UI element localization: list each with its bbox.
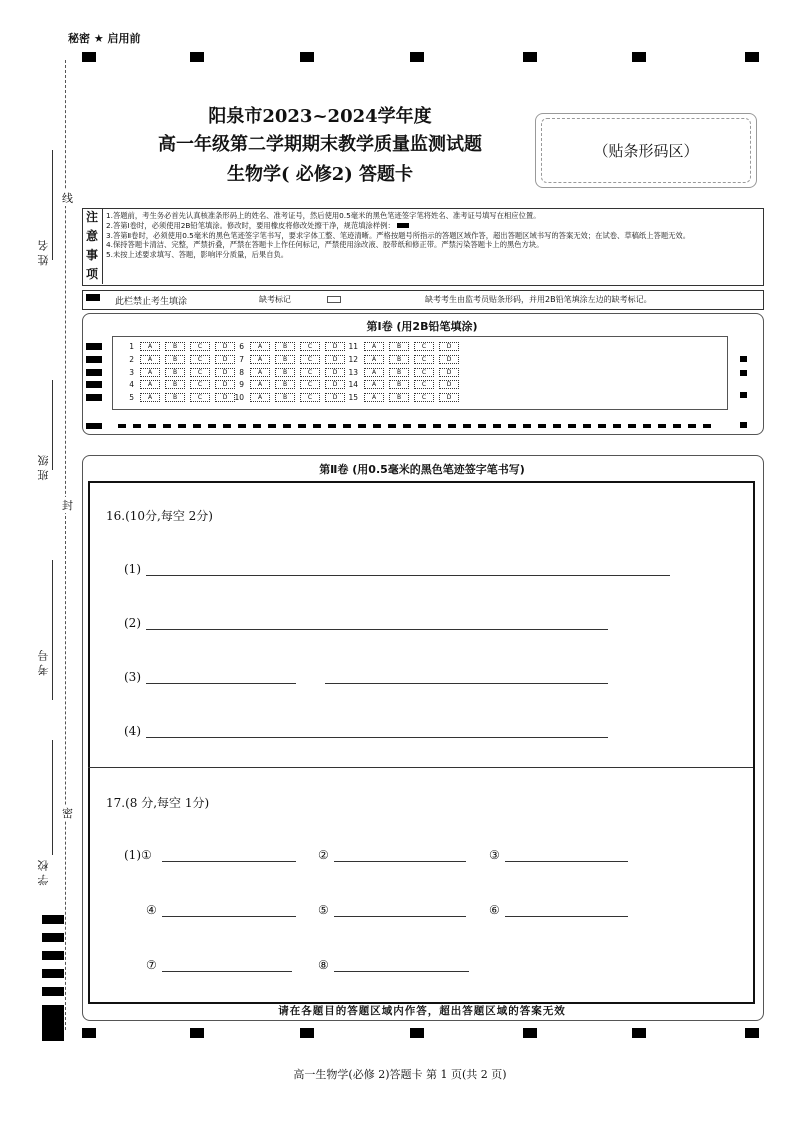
option-bubble[interactable]: C — [414, 380, 434, 389]
question-number: 10 — [234, 393, 244, 402]
barcode-label: （贴条形码区） — [541, 118, 751, 183]
school-label: 学 校 — [37, 860, 50, 886]
option-bubble[interactable]: B — [389, 380, 409, 389]
timing-dash — [553, 424, 561, 428]
option-bubble[interactable]: A — [250, 355, 270, 364]
registration-mark — [82, 52, 96, 62]
q17-blank-2-label: ② — [318, 848, 329, 862]
timing-dash — [388, 424, 396, 428]
option-bubble[interactable]: D — [325, 393, 345, 402]
timing-dash — [313, 424, 321, 428]
q16-blank-1[interactable] — [146, 575, 670, 576]
registration-mark — [190, 52, 204, 62]
option-bubble[interactable]: A — [140, 393, 160, 402]
answer-region-warning: 请在各题目的答题区域内作答，超出答题区域的答案无效 — [278, 1005, 566, 1017]
q17-blank-4-label: ④ — [146, 903, 157, 917]
question-row — [120, 341, 240, 352]
timing-dash — [523, 424, 531, 428]
timing-dash — [373, 424, 381, 428]
timing-dash — [163, 424, 171, 428]
option-bubble[interactable]: A — [250, 393, 270, 402]
question-divider — [88, 767, 753, 768]
notice-head-char: 事 — [85, 248, 98, 262]
option-bubble[interactable]: B — [275, 342, 295, 351]
timing-dash — [148, 424, 156, 428]
question-row — [230, 354, 350, 365]
cut-mark-line: 线 — [62, 192, 73, 205]
question-number: 7 — [239, 355, 244, 364]
option-bubble[interactable]: D — [325, 355, 345, 364]
question-number: 15 — [348, 393, 358, 402]
timing-dash — [178, 424, 186, 428]
name-label: 姓 名 — [37, 240, 50, 266]
notice-item — [106, 221, 756, 231]
notice-items — [106, 211, 756, 260]
timing-dash — [538, 424, 546, 428]
option-bubble[interactable]: A — [364, 393, 384, 402]
timing-dash — [658, 424, 666, 428]
option-bubble[interactable]: B — [389, 342, 409, 351]
q17-blank-7-label: ⑦ — [146, 958, 157, 972]
option-bubble[interactable]: A — [364, 355, 384, 364]
timing-mark — [740, 422, 747, 428]
timing-dash — [268, 424, 276, 428]
timing-dash — [283, 424, 291, 428]
option-bubble[interactable]: A — [140, 380, 160, 389]
option-bubble[interactable]: A — [140, 368, 160, 377]
timing-mark — [740, 370, 747, 376]
option-bubble[interactable]: D — [215, 342, 235, 351]
option-bubble[interactable]: B — [165, 393, 185, 402]
registration-mark — [523, 1028, 537, 1038]
q16-blank-4-label: (4) — [124, 724, 141, 738]
timing-dash — [418, 424, 426, 428]
secret-label: 秘密 ★ 启用前 — [68, 32, 141, 45]
question-number: 9 — [239, 380, 244, 389]
timing-dash — [568, 424, 576, 428]
q17-blank-4[interactable] — [162, 916, 296, 917]
q16-blank-2[interactable] — [146, 629, 608, 630]
timing-mark — [86, 369, 102, 376]
cut-mark-seal: 封 — [62, 499, 73, 512]
q16-title: 16.(10分,每空 2分) — [106, 509, 213, 523]
notice-item-text: 2.答第Ⅰ卷时，必须使用2B铅笔填涂。修改时，要用橡皮将修改处擦干净，规范填涂样例： — [106, 220, 395, 230]
q17-blank-8-label: ⑧ — [318, 958, 329, 972]
question-row — [120, 367, 240, 378]
q17-blank-6-label: ⑥ — [489, 903, 500, 917]
option-bubble[interactable]: B — [275, 355, 295, 364]
timing-dash — [223, 424, 231, 428]
option-bubble[interactable]: B — [165, 380, 185, 389]
option-bubble[interactable]: C — [190, 380, 210, 389]
timing-dash — [403, 424, 411, 428]
section2-title: 第Ⅱ卷 (用0.5毫米的黑色笔迹签字笔书写) — [319, 463, 525, 476]
option-bubble[interactable]: C — [300, 393, 320, 402]
notice-head-char: 意 — [85, 229, 98, 243]
timing-dash — [478, 424, 486, 428]
timing-dash — [598, 424, 606, 428]
timing-dash — [463, 424, 471, 428]
timing-dash — [508, 424, 516, 428]
timing-dash — [703, 424, 711, 428]
timing-mark — [42, 951, 64, 960]
option-bubble[interactable]: A — [140, 355, 160, 364]
option-bubble[interactable]: C — [300, 368, 320, 377]
option-bubble[interactable]: D — [215, 368, 235, 377]
option-bubble[interactable]: C — [190, 355, 210, 364]
question-row — [120, 379, 240, 390]
timing-dash — [253, 424, 261, 428]
timing-dash — [238, 424, 246, 428]
q17-blank-1-label: (1)① — [124, 848, 152, 862]
exam-no-field-line — [52, 560, 53, 700]
question-number: 12 — [348, 355, 358, 364]
page-footer: 高一生物学(必修 2)答题卡 第 1 页(共 2 页) — [293, 1068, 507, 1081]
timing-mark — [42, 933, 64, 942]
option-bubble[interactable]: B — [275, 393, 295, 402]
option-bubble[interactable]: D — [325, 368, 345, 377]
absent-row — [82, 290, 764, 310]
question-row — [120, 354, 240, 365]
option-bubble[interactable]: B — [275, 380, 295, 389]
no-fill-label: 此栏禁止考生填涂 — [115, 297, 188, 307]
q16-blank-4[interactable] — [146, 737, 608, 738]
timing-dash — [628, 424, 636, 428]
timing-dash — [133, 424, 141, 428]
timing-dash — [643, 424, 651, 428]
option-bubble[interactable]: D — [215, 393, 235, 402]
question-row — [230, 367, 350, 378]
notice-item: 5.未按上述要求填写、答题，影响评分质量，后果自负。 — [106, 250, 289, 260]
timing-dash — [688, 424, 696, 428]
timing-dash — [613, 424, 621, 428]
question-row — [344, 341, 464, 352]
option-bubble[interactable]: C — [300, 355, 320, 364]
question-row — [230, 341, 350, 352]
option-bubble[interactable]: C — [300, 342, 320, 351]
option-bubble[interactable]: C — [300, 380, 320, 389]
option-bubble[interactable]: A — [250, 342, 270, 351]
registration-mark — [745, 52, 759, 62]
question-row — [230, 392, 350, 403]
answer-region — [88, 481, 755, 1004]
option-bubble[interactable]: B — [389, 368, 409, 377]
exam-no-label: 考 号 — [37, 650, 50, 676]
option-bubble[interactable]: A — [140, 342, 160, 351]
timing-dash — [208, 424, 216, 428]
timing-dash — [343, 424, 351, 428]
option-bubble[interactable]: B — [165, 368, 185, 377]
timing-dash — [493, 424, 501, 428]
timing-dash — [673, 424, 681, 428]
timing-mark — [86, 356, 102, 363]
option-bubble[interactable]: D — [439, 342, 459, 351]
registration-mark — [300, 52, 314, 62]
option-bubble[interactable]: C — [414, 355, 434, 364]
q17-blank-7[interactable] — [162, 971, 292, 972]
question-number: 4 — [129, 380, 134, 389]
absent-mark-label: 缺考标记 — [259, 295, 291, 304]
question-number: 2 — [129, 355, 134, 364]
q16-blank-2-label: (2) — [124, 616, 141, 630]
question-number: 8 — [239, 368, 244, 377]
timing-mark — [42, 915, 64, 924]
option-bubble[interactable]: C — [414, 342, 434, 351]
question-number: 11 — [348, 342, 358, 351]
option-bubble[interactable]: B — [389, 355, 409, 364]
q17-blank-5-label: ⑤ — [318, 903, 329, 917]
notice-heading — [82, 208, 103, 284]
q16-blank-3b[interactable] — [325, 683, 608, 684]
question-row — [230, 379, 350, 390]
question-number: 5 — [129, 393, 134, 402]
timing-mark — [42, 987, 64, 996]
question-row — [344, 379, 464, 390]
notice-item: 4.保持答题卡清洁、完整，严禁折叠，严禁在答题卡上作任何标记，严禁使用涂改液、胶带纸和修正带。严禁污染答题卡上的黑色方块。 — [106, 240, 544, 250]
class-field-line — [52, 380, 53, 470]
fill-sample-mark — [397, 223, 409, 228]
timing-dash — [358, 424, 366, 428]
option-bubble[interactable]: C — [190, 368, 210, 377]
q17-blank-5[interactable] — [334, 916, 466, 917]
option-bubble[interactable]: B — [165, 355, 185, 364]
option-bubble[interactable]: B — [275, 368, 295, 377]
class-label: 班 级 — [37, 455, 50, 481]
registration-mark — [300, 1028, 314, 1038]
q16-blank-1-label: (1) — [124, 562, 141, 576]
timing-dash — [583, 424, 591, 428]
timing-mark — [42, 969, 64, 978]
notice-item: 3.答第Ⅱ卷时，必须使用0.5毫米的黑色笔迹签字笔书写，要求字体工整、笔迹清晰。严格按题号所指示的答题区域作答，超出答题区域书写的答案无效；在试卷、草稿纸上答题无效。 — [106, 230, 691, 240]
option-bubble[interactable]: D — [325, 342, 345, 351]
registration-mark — [410, 52, 424, 62]
q16-blank-3a[interactable] — [146, 683, 296, 684]
option-bubble[interactable]: D — [439, 355, 459, 364]
q17-blank-3-label: ③ — [489, 848, 500, 862]
option-bubble[interactable]: C — [190, 342, 210, 351]
registration-mark — [632, 52, 646, 62]
exam-title-year: 阳泉市2023~2024学年度 — [208, 106, 432, 127]
timing-mark — [740, 356, 747, 362]
timing-mark — [86, 381, 102, 388]
option-bubble[interactable]: D — [439, 393, 459, 402]
question-row — [344, 354, 464, 365]
option-bubble[interactable]: A — [364, 368, 384, 377]
question-number: 14 — [348, 380, 358, 389]
registration-mark — [82, 1028, 96, 1038]
timing-dash — [298, 424, 306, 428]
option-bubble[interactable]: C — [414, 368, 434, 377]
question-number: 6 — [239, 342, 244, 351]
absent-note: 缺考考生由监考员贴条形码，并用2B铅笔填涂左边的缺考标记。 — [425, 295, 652, 304]
q17-blank-1[interactable] — [162, 861, 296, 862]
registration-mark — [632, 1028, 646, 1038]
option-bubble[interactable]: A — [250, 380, 270, 389]
question-row — [120, 392, 240, 403]
q17-blank-3[interactable] — [505, 861, 628, 862]
q17-title: 17.(8 分,每空 1分) — [106, 796, 210, 810]
timing-mark — [740, 392, 747, 398]
school-field-line — [52, 740, 53, 855]
timing-mark — [86, 343, 102, 350]
option-bubble[interactable]: B — [165, 342, 185, 351]
registration-mark — [745, 1028, 759, 1038]
timing-dash — [328, 424, 336, 428]
notice-head-char: 项 — [85, 267, 98, 281]
option-bubble[interactable]: A — [364, 380, 384, 389]
question-row — [344, 392, 464, 403]
registration-mark — [190, 1028, 204, 1038]
option-bubble[interactable]: C — [190, 393, 210, 402]
q17-blank-6[interactable] — [505, 916, 628, 917]
option-bubble[interactable]: A — [250, 368, 270, 377]
notice-head-char: 注 — [85, 210, 98, 224]
notice-item: 1.答题前，考生务必首先认真核准条形码上的姓名、准考证号，然后使用0.5毫米的黑色笔迹签字笔将姓名、准考证号填写在相应位置。 — [106, 211, 541, 220]
question-number: 13 — [348, 368, 358, 377]
question-number: 1 — [129, 342, 134, 351]
timing-mark — [42, 1005, 64, 1041]
q16-blank-3-label: (3) — [124, 670, 141, 684]
option-bubble[interactable]: C — [414, 393, 434, 402]
option-bubble[interactable]: D — [325, 380, 345, 389]
section1-title: 第Ⅰ卷 (用2B铅笔填涂) — [366, 320, 478, 333]
timing-dash — [118, 424, 126, 428]
absent-mark-box[interactable] — [327, 296, 341, 303]
timing-mark — [86, 394, 102, 401]
answer-sheet-title: 生物学( 必修2) 答题卡 — [226, 164, 414, 185]
q17-blank-8[interactable] — [334, 971, 469, 972]
option-bubble[interactable]: B — [389, 393, 409, 402]
q17-blank-2[interactable] — [334, 861, 466, 862]
registration-mark — [410, 1028, 424, 1038]
question-number: 3 — [129, 368, 134, 377]
timing-dash — [448, 424, 456, 428]
option-bubble[interactable]: D — [439, 368, 459, 377]
cut-mark-secret: 密 — [62, 807, 73, 820]
option-bubble[interactable]: D — [439, 380, 459, 389]
registration-mark — [523, 52, 537, 62]
timing-dash — [433, 424, 441, 428]
option-bubble[interactable]: A — [364, 342, 384, 351]
question-row — [344, 367, 464, 378]
option-bubble[interactable]: D — [215, 355, 235, 364]
timing-mark — [86, 423, 102, 429]
timing-dash — [193, 424, 201, 428]
option-bubble[interactable]: D — [215, 380, 235, 389]
exam-title: 高一年级第二学期期末教学质量监测试题 — [158, 134, 482, 155]
